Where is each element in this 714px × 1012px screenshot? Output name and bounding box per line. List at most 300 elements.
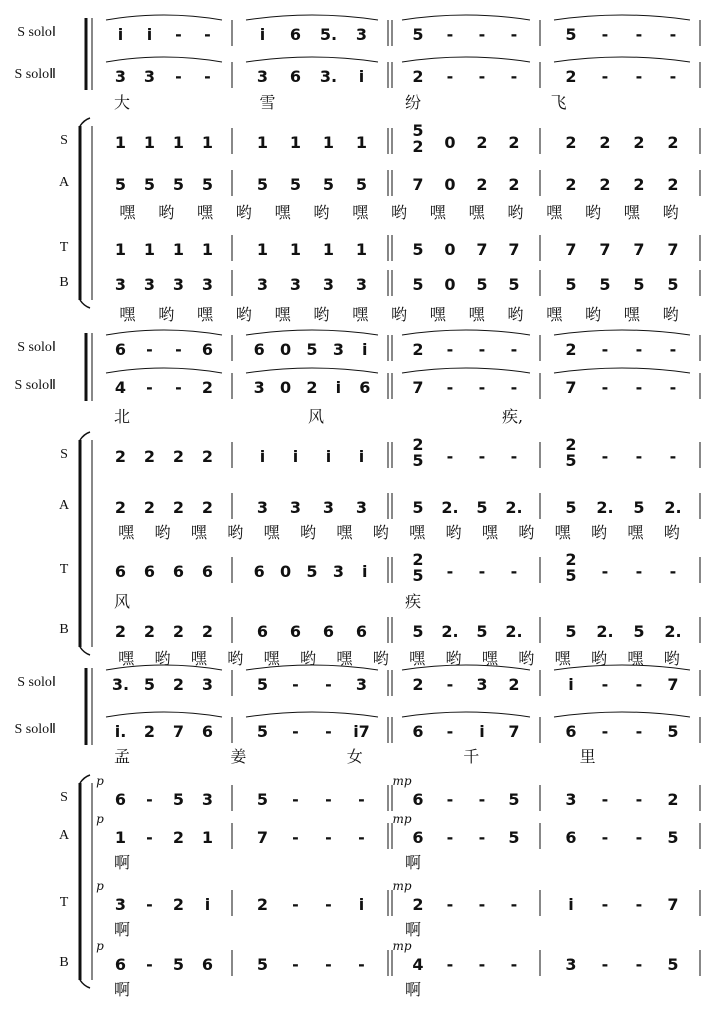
note: 5 (565, 275, 577, 294)
note: 3 (355, 498, 368, 517)
note: 3 (332, 340, 344, 359)
note: 6 (256, 622, 269, 641)
slur (106, 330, 222, 335)
note: 3 (253, 378, 265, 397)
note: 2 (508, 675, 520, 694)
dash: - (635, 67, 643, 86)
dash: - (446, 895, 454, 914)
dash: - (292, 722, 299, 741)
note: 2 (143, 622, 156, 641)
note: 7 (412, 175, 424, 194)
note: 2 (201, 622, 214, 641)
note: 5 (289, 175, 302, 194)
dash: - (601, 790, 609, 809)
dash: - (601, 67, 609, 86)
note: 1 (256, 240, 269, 259)
note: 1 (143, 133, 156, 152)
note: i (568, 675, 574, 694)
dash: - (358, 790, 365, 809)
note: 2 (306, 378, 318, 397)
note: 5 (667, 722, 679, 741)
lyric-word: 哟 (445, 649, 462, 668)
slur (246, 15, 378, 20)
dash: - (446, 447, 454, 466)
lyric-word: 哟 (662, 305, 679, 324)
note: 3 (289, 275, 302, 294)
note: 5 (256, 955, 269, 974)
lyric-word: 北 (114, 407, 131, 426)
lyric-word: 雪 (259, 93, 276, 112)
system-1 (14, 15, 700, 324)
lyric-word: 哟 (154, 649, 171, 668)
lyric-word: 嘿 (118, 523, 135, 542)
note: 2 (476, 133, 488, 152)
lyric-word: 嘿 (481, 649, 498, 668)
lyric-word: 嘿 (336, 649, 353, 668)
lyric-word: 哟 (300, 523, 317, 542)
dash: - (510, 562, 518, 581)
note: 1 (114, 828, 127, 847)
dynamic-mp: mp (392, 879, 412, 893)
note: 2 (256, 895, 269, 914)
note: 3 (355, 675, 368, 694)
note: 2. (664, 498, 682, 517)
note: 2. (441, 622, 459, 641)
dash: - (635, 955, 643, 974)
dash: - (510, 447, 518, 466)
voice-label-s_solo_1: S soloⅠ (17, 25, 56, 40)
note: 2 (172, 895, 185, 914)
dash: - (635, 722, 643, 741)
dash: - (446, 790, 454, 809)
note: 6 (412, 722, 424, 741)
voice-label-soprano: S (60, 447, 68, 462)
note: 5 (322, 175, 335, 194)
slur (554, 15, 690, 20)
slur (402, 712, 530, 717)
note: 6 (201, 955, 214, 974)
lyric-word: 嘿 (554, 649, 571, 668)
voice-label-tenor: T (59, 895, 69, 910)
dash: - (146, 895, 153, 914)
note: 5 (565, 451, 577, 470)
note: 1 (114, 133, 127, 152)
note: 6 (565, 828, 577, 847)
note: 6 (201, 340, 214, 359)
note: 4 (114, 378, 127, 397)
note: 3 (114, 895, 127, 914)
lyric-word: 哟 (507, 305, 524, 324)
note: 6 (359, 378, 371, 397)
dash: - (325, 790, 332, 809)
dash: - (601, 828, 609, 847)
dash: - (635, 828, 643, 847)
dash: - (669, 340, 677, 359)
note: 2 (114, 498, 127, 517)
note: 5 (412, 622, 424, 641)
slur (402, 57, 530, 62)
bracket-hook (80, 300, 90, 308)
note: 5 (565, 25, 577, 44)
note: 6 (114, 955, 127, 974)
note: 2 (143, 498, 156, 517)
note: 5 (412, 275, 424, 294)
note: 1 (114, 240, 127, 259)
lyric-word: 嘿 (196, 203, 214, 222)
dash: - (292, 828, 299, 847)
note: 3 (476, 675, 488, 694)
note: 5 (667, 828, 679, 847)
note: 6 (143, 562, 156, 581)
bracket-hook (80, 647, 90, 655)
lyric-word: 哟 (662, 203, 679, 222)
note: 3 (143, 275, 156, 294)
lyric-word: 疾, (502, 407, 524, 426)
dash: - (446, 67, 454, 86)
note: 1 (201, 240, 214, 259)
lyric-word: 嘿 (263, 649, 280, 668)
lyric-word: 纷 (405, 93, 422, 112)
note: 1 (201, 133, 214, 152)
note: 7 (565, 378, 577, 397)
note: 2 (114, 622, 127, 641)
note: 3 (256, 275, 269, 294)
lyric-word: 哟 (663, 649, 680, 668)
lyric-word: 啊 (114, 980, 131, 999)
note: 2 (201, 447, 214, 466)
note: 5 (412, 451, 424, 470)
note: 6 (253, 562, 265, 581)
lyric-word: 嘿 (468, 203, 485, 222)
note: 5 (114, 175, 127, 194)
dash: - (669, 378, 677, 397)
dash: - (510, 378, 518, 397)
lyric-word: 嘿 (119, 305, 136, 324)
note: 4 (412, 955, 424, 974)
dash: - (478, 378, 486, 397)
lyric-word: 嘿 (554, 523, 571, 542)
note: 2 (565, 435, 577, 454)
dash: - (146, 955, 153, 974)
dash: - (292, 955, 299, 974)
dash: - (635, 675, 643, 694)
lyric-word: 哟 (390, 305, 408, 324)
note: 5 (476, 622, 488, 641)
note: i (259, 447, 266, 466)
system-3 (14, 665, 700, 999)
note: i (325, 447, 332, 466)
lyric-word: 嘿 (336, 523, 353, 542)
lyric-word: 啊 (405, 920, 422, 939)
note: 3 (322, 275, 335, 294)
note: 5 (412, 240, 424, 259)
note: 3. (319, 67, 338, 86)
lyric-word: 哟 (158, 305, 175, 324)
dash: - (478, 447, 486, 466)
note: 3 (332, 562, 344, 581)
note: 3 (172, 275, 185, 294)
note: 7 (667, 895, 679, 914)
note: i (146, 25, 153, 44)
note: 6 (412, 790, 424, 809)
voice-label-alto: A (58, 175, 70, 190)
dynamic-mp: mp (392, 774, 412, 788)
dash: - (478, 67, 486, 86)
dash: - (635, 562, 643, 581)
lyric-word: 嘿 (190, 649, 207, 668)
note: 0 (280, 340, 292, 359)
note: 3 (201, 675, 214, 694)
dash: - (175, 25, 182, 44)
lyric-word: 哟 (300, 649, 317, 668)
lyric-word: 啊 (114, 920, 131, 939)
slur (554, 712, 690, 717)
dash: - (146, 378, 153, 397)
slur (246, 368, 378, 373)
dash: - (292, 895, 299, 914)
note: 5 (565, 566, 577, 585)
note: 5 (599, 275, 611, 294)
dash: - (358, 955, 365, 974)
lyric-word: 嘿 (352, 305, 369, 324)
note: 2. (596, 498, 614, 517)
lyric-word: 哟 (663, 523, 680, 542)
note: 6 (289, 622, 302, 641)
note: i7 (353, 722, 370, 741)
dash: - (446, 828, 454, 847)
lyric-word: 啊 (405, 853, 422, 872)
note: 2 (633, 133, 645, 152)
lyric-word: 嘿 (623, 203, 640, 222)
note: 2 (476, 175, 488, 194)
lyric-word: 哟 (227, 523, 244, 542)
note: 6 (322, 622, 335, 641)
lyric-word: 嘿 (274, 305, 291, 324)
dash: - (325, 895, 332, 914)
note: 6 (172, 562, 185, 581)
dash: - (325, 828, 332, 847)
lyric-word: 里 (579, 747, 596, 766)
lyric-word: 嘿 (546, 305, 563, 324)
dash: - (601, 722, 609, 741)
note: 2. (505, 622, 523, 641)
lyric-word: 嘿 (627, 649, 644, 668)
note: 6 (201, 722, 214, 741)
lyric-word: 哟 (227, 649, 244, 668)
dash: - (510, 340, 518, 359)
note: 6 (201, 562, 214, 581)
lyric-word: 哟 (507, 203, 524, 222)
note: 2 (599, 133, 611, 152)
dash: - (446, 955, 454, 974)
note: 6 (355, 622, 368, 641)
dash: - (478, 895, 486, 914)
note: 2 (508, 133, 520, 152)
lyric-word: 嘿 (352, 203, 369, 222)
lyric-word: 啊 (405, 980, 422, 999)
lyric-word: 嘿 (623, 305, 640, 324)
note: 5 (412, 25, 424, 44)
slur (554, 57, 690, 62)
note: 5 (667, 955, 679, 974)
note: 2. (664, 622, 682, 641)
note: i (117, 25, 124, 44)
note: 7 (412, 378, 424, 397)
note: 3 (565, 955, 577, 974)
slur (554, 330, 690, 335)
note: 5 (306, 340, 318, 359)
note: 2 (172, 622, 185, 641)
dash: - (146, 790, 153, 809)
slur (402, 330, 530, 335)
dash: - (669, 67, 677, 86)
lyric-word: 哟 (445, 523, 462, 542)
slur (106, 368, 222, 373)
dynamic-mp: mp (392, 939, 412, 953)
lyric-word: 哟 (158, 203, 175, 222)
dash: - (146, 340, 153, 359)
note: i (362, 562, 368, 581)
note: i (362, 340, 368, 359)
bracket-hook (80, 980, 90, 988)
note: 5 (476, 498, 488, 517)
note: 2 (565, 175, 577, 194)
note: 1 (172, 240, 185, 259)
dash: - (204, 25, 211, 44)
dash: - (635, 895, 643, 914)
note: 1 (201, 828, 214, 847)
note: 2 (114, 447, 127, 466)
lyric-word: 哟 (372, 523, 389, 542)
note: 5 (667, 275, 679, 294)
dash: - (478, 340, 486, 359)
note: 6 (253, 340, 265, 359)
dash: - (635, 790, 643, 809)
voice-label-bass: B (59, 275, 69, 290)
lyric-word: 哟 (235, 203, 252, 222)
lyric-word: 嘿 (468, 305, 485, 324)
note: 5 (256, 790, 269, 809)
lyric-word: 嘿 (627, 523, 644, 542)
lyric-word: 女 (346, 747, 363, 766)
note: 5. (319, 25, 338, 44)
voice-label-bass: B (59, 955, 69, 970)
lyric-word: 哟 (584, 203, 602, 222)
dash: - (601, 25, 609, 44)
note: 1 (172, 133, 185, 152)
voice-label-tenor: T (59, 562, 69, 577)
dash: - (446, 25, 454, 44)
lyric-word: 哟 (390, 203, 408, 222)
lyric-word: 嘿 (274, 203, 291, 222)
note: i. (114, 722, 127, 741)
dash: - (446, 562, 454, 581)
slur (246, 57, 378, 62)
note: 5 (633, 498, 645, 517)
note: 3 (201, 275, 214, 294)
dynamic-mp: mp (392, 812, 412, 826)
note: 2 (143, 447, 156, 466)
note: 1 (256, 133, 269, 152)
dash: - (601, 378, 609, 397)
dash: - (175, 67, 182, 86)
note: 7 (565, 240, 577, 259)
lyric-word: 哟 (584, 305, 602, 324)
lyric-word: 嘿 (429, 305, 446, 324)
note: 7 (476, 240, 488, 259)
dash: - (510, 25, 518, 44)
note: 3 (256, 498, 269, 517)
dash: - (446, 722, 454, 741)
lyric-word: 千 (463, 747, 480, 766)
note: 5 (508, 790, 520, 809)
dash: - (601, 675, 609, 694)
dash: - (635, 447, 643, 466)
lyric-word: 嘿 (263, 523, 280, 542)
note: 1 (322, 240, 335, 259)
note: 5 (143, 175, 156, 194)
note: 7 (599, 240, 611, 259)
bracket-hook (80, 432, 90, 440)
note: 5 (306, 562, 318, 581)
note: 7 (508, 722, 520, 741)
note: 6 (289, 25, 302, 44)
dash: - (446, 675, 454, 694)
slur (554, 368, 690, 373)
note: 3 (322, 498, 335, 517)
system-2 (14, 330, 700, 668)
note: i (358, 67, 365, 86)
note: 6 (412, 828, 424, 847)
note: 2 (412, 435, 424, 454)
note: 2 (172, 828, 185, 847)
voice-label-tenor: T (59, 240, 69, 255)
lyric-word: 啊 (114, 853, 131, 872)
note: 5 (412, 566, 424, 585)
lyric-word: 嘿 (196, 305, 214, 324)
slur (246, 712, 378, 717)
note: 5 (256, 722, 269, 741)
note: 7 (633, 240, 645, 259)
note: 3. (111, 675, 130, 694)
note: 7 (667, 675, 679, 694)
note: 0 (444, 275, 456, 294)
note: 2 (565, 67, 577, 86)
note: 1 (355, 133, 368, 152)
note: 2 (565, 133, 577, 152)
dash: - (325, 722, 332, 741)
voice-label-s_solo_2: S soloⅡ (14, 722, 56, 737)
note: 1 (289, 240, 302, 259)
note: 3 (143, 67, 156, 86)
lyric-word: 哟 (313, 305, 330, 324)
note: 5 (476, 275, 488, 294)
note: 1 (289, 133, 302, 152)
lyric-word: 姜 (230, 747, 247, 766)
lyric-word: 哟 (154, 523, 171, 542)
note: 2 (412, 340, 424, 359)
lyric-word: 疾 (405, 592, 422, 611)
note: 3 (256, 67, 269, 86)
note: 2 (201, 498, 214, 517)
note: 2. (441, 498, 459, 517)
dash: - (358, 828, 365, 847)
dash: - (510, 895, 518, 914)
note: 1 (355, 240, 368, 259)
lyric-word: 哟 (313, 203, 330, 222)
note: 7 (172, 722, 185, 741)
note: 3 (114, 67, 127, 86)
